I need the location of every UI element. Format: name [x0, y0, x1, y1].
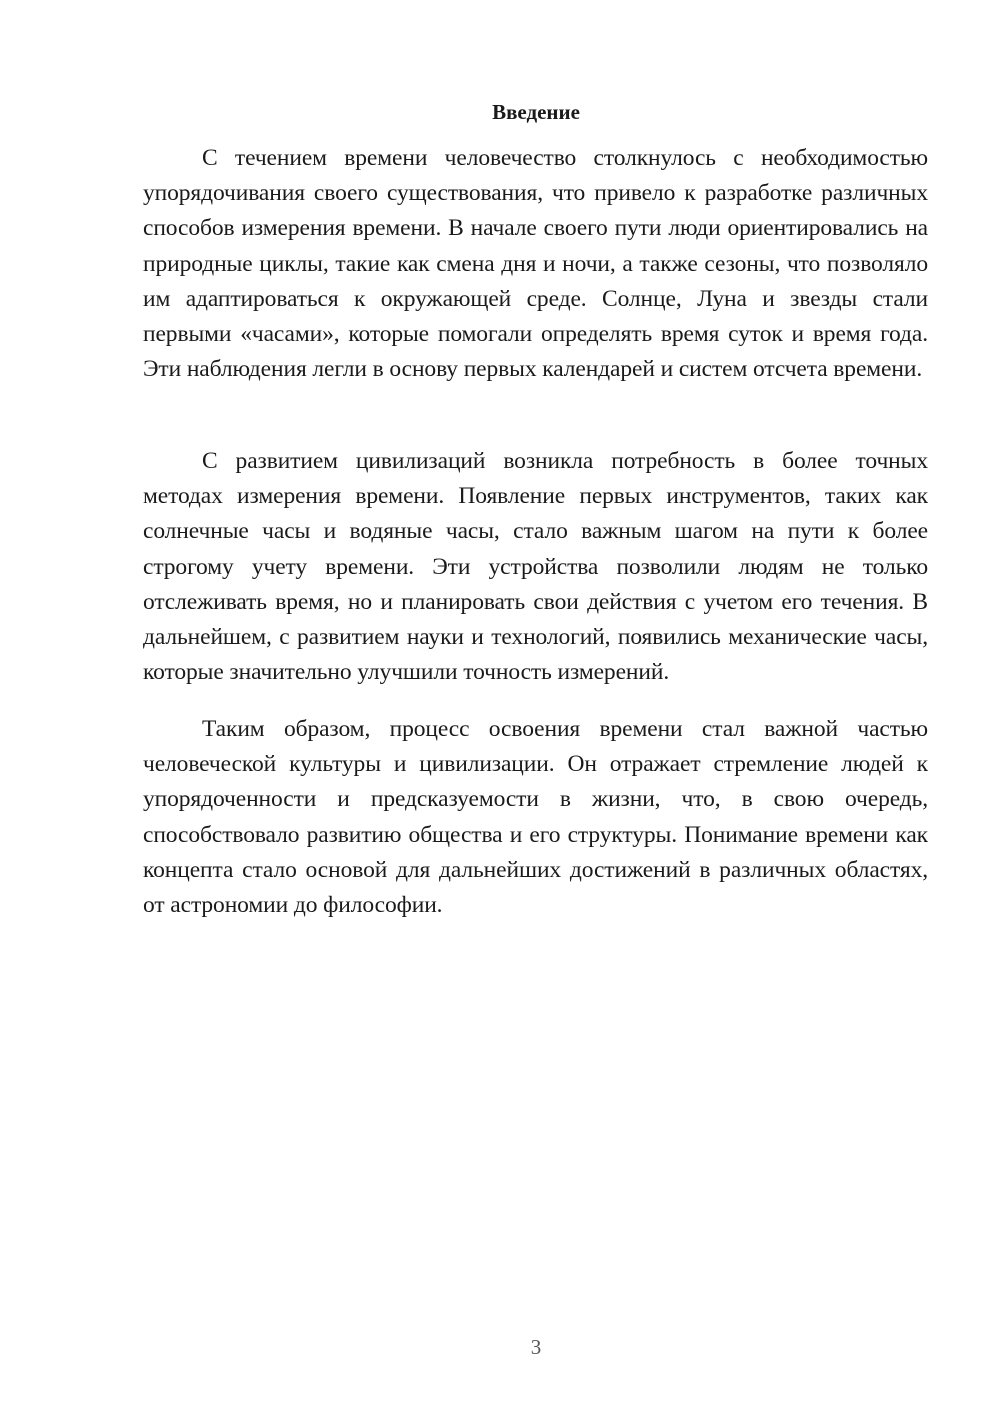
- paragraph-3: Таким образом, процесс освоения времени стал важной частью человеческой культуры и цивилизации. Он отражает стремление людей к упорядоченности и предсказуемости в жизни, что, в свою очередь, способствовало развитию общества и его структуры. Понимание времени как концепта стало основой для дальнейших достижений в различных областях, от астрономии до философии.: [143, 716, 928, 919]
- paragraph-2: С развитием цивилизаций возникла потребность в более точных методах измерения времени. Появление первых инструментов, таких как солнечные часы и водяные часы, стало важным шагом на пути к более строгому учету времени. Эти устройства позволили людям не только отслеживать время, но и планировать свои действия с учетом его течения. В дальнейшем, с развитием науки и технологий, появились механические часы, которые значительно улучшили точность измерений.: [143, 448, 928, 686]
- paragraph-1: С течением времени человечество столкнулось с необходимостью упорядочивания своего существования, что привело к разработке различных способов измерения времени. В начале своего пути люди ориентировались на природные циклы, такие как смена дня и ночи, а также сезоны, что позволяло им адаптироваться к окружающей среде. Солнце, Луна и звезды стали первыми «часами», которые помогали определять время суток и время года. Эти наблюдения легли в основу первых календарей и систем отсчета времени.: [143, 145, 928, 383]
- page-number: 3: [530, 1335, 542, 1359]
- section-title: Введение: [492, 100, 580, 124]
